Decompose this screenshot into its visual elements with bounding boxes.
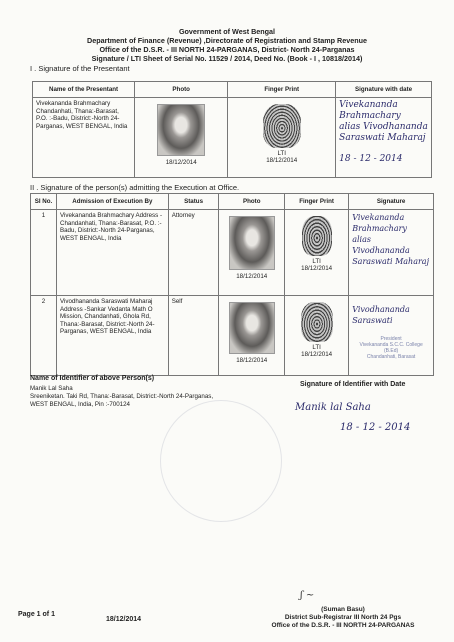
col-photo: Photo [219, 194, 285, 210]
col-signature-date: Signature with date [336, 82, 432, 98]
row1-status: Attorney [168, 210, 219, 296]
row1-fingerprint-cell [285, 210, 349, 296]
row1-lti: LTI [312, 258, 321, 265]
officer-designation: District Sub-Registrar III North 24 Pgs [284, 614, 402, 621]
col-sl-no: Sl No. [31, 194, 57, 210]
presentant-photo-date: 18/12/2014 [165, 159, 197, 166]
officer-office: Office of the D.S.R. - III NORTH 24-PARGANAS [271, 622, 415, 629]
row2-name: Vivodhananda Saraswati Maharaj Address -Sankar Vedanta Math O Mission, Chandanhati, Ghola Rd, Thana:-Barasat, District:-North 24-Parganas, WEST BENGAL, India [56, 296, 168, 376]
presentant-name: Vivekananda Brahmachary Chandanhati, Thana:-Barasat, P.O. :-Badu, District:-North 24-Parganas, WEST BENGAL, India [33, 98, 135, 178]
row1-sig-line1: Vivekananda Brahmachary [352, 213, 407, 233]
row2-fingerprint-cell [285, 296, 349, 376]
presentant-photo-cell [135, 98, 228, 178]
presentant-sig-line2: alias Vivodhananda [339, 122, 428, 132]
identifier-name: Manik Lal Saha [30, 385, 73, 392]
presentant-photo [157, 104, 205, 156]
header-office: Office of the D.S.R. - III NORTH 24-PARGANAS, District- North 24-Parganas [99, 45, 355, 54]
presentant-lti: LTI [277, 150, 286, 157]
presentant-sig-line3: Saraswati Maharaj [339, 133, 426, 143]
section2-title: II . Signature of the person(s) admitting the Execution at Office. [30, 183, 240, 192]
row1-sig-line2: alias Vivodhananda [352, 235, 410, 255]
col-finger-print: Finger Print [228, 82, 336, 98]
presentant-signature-cell [336, 98, 432, 178]
stamp-line1: President [380, 336, 402, 342]
row1-photo-cell [219, 210, 285, 296]
row1-name: Vivekananda Brahmachary Address -Chandanhati, Thana:-Barasat, P.O. :-Badu, District:-North 24-Parganas, WEST BENGAL, India [56, 210, 168, 296]
table-row [31, 296, 434, 376]
officer-signature: ʃ ~ [300, 590, 315, 601]
stamp-line3: Chandanhati, Barasat [366, 354, 416, 360]
row2-photo-cell [219, 296, 285, 376]
row2-signature-cell [349, 296, 434, 376]
stamp-line2: Vivekananda S.C.C. College (B.Ed) [359, 342, 423, 354]
presentant-sig-line1: Vivekananda Brahmachary [339, 100, 401, 121]
row2-photo-date: 18/12/2014 [236, 357, 268, 364]
president-stamp [352, 336, 430, 360]
presentant-fingerprint-cell [228, 98, 336, 178]
row2-sig-line1: Vivodhananda Saraswati [352, 305, 410, 325]
footer-date: 18/12/2014 [106, 616, 142, 623]
identifier-signature: Manik lal Saha [295, 402, 371, 413]
presentant-fingerprint [263, 104, 301, 148]
row1-photo [229, 216, 275, 270]
row2-sl: 2 [31, 296, 57, 376]
row1-fp-date: 18/12/2014 [301, 265, 333, 272]
header-department: Department of Finance (Revenue) ,Directorate of Registration and Stamp Revenue [87, 36, 367, 45]
officer-block [258, 606, 428, 630]
identifier-title: Name of Identifier of above Person(s) [30, 375, 155, 382]
row1-signature-cell [349, 210, 434, 296]
row1-sl: 1 [31, 210, 57, 296]
row1-sig-line3: Saraswati Maharaj [352, 257, 430, 266]
execution-table [30, 193, 434, 376]
col-name-presentant: Name of the Presentant [33, 82, 135, 98]
table-row [31, 210, 434, 296]
presentant-sig-date: 18 - 12 - 2014 [339, 154, 403, 164]
officer-name: (Suman Basu) [321, 606, 365, 613]
row2-photo [229, 302, 275, 354]
header-government: Government of West Bengal [178, 27, 276, 36]
identifier-address: Sreeniketan. Taki Rd, Thana:-Barasat, District:-North 24-Parganas, WEST BENGAL, India, Pin :-700124 [30, 393, 214, 408]
col-signature: Signature [349, 194, 434, 210]
col-photo: Photo [135, 82, 228, 98]
col-status: Status [168, 194, 219, 210]
col-admission: Admission of Execution By [56, 194, 168, 210]
section1-title: I . Signature of the Presentant [30, 64, 130, 73]
emblem-watermark [160, 400, 282, 522]
row1-photo-date: 18/12/2014 [236, 273, 268, 280]
identifier-sig-title: Signature of Identifier with Date [300, 381, 406, 388]
header-serial: Signature / LTI Sheet of Serial No. 11529 / 2014, Deed No. (Book - I , 10818/2014) [91, 54, 363, 63]
row2-fp-date: 18/12/2014 [301, 351, 333, 358]
page-number: Page 1 of 1 [18, 611, 55, 618]
row1-fingerprint [302, 216, 332, 256]
row2-fingerprint [301, 302, 333, 342]
presentant-fp-date: 18/12/2014 [266, 157, 298, 164]
col-finger-print: Finger Print [285, 194, 349, 210]
identifier-sig-date: 18 - 12 - 2014 [340, 422, 411, 433]
presentant-table [32, 81, 432, 178]
row2-lti: LTI [312, 344, 321, 351]
row2-status: Self [168, 296, 219, 376]
